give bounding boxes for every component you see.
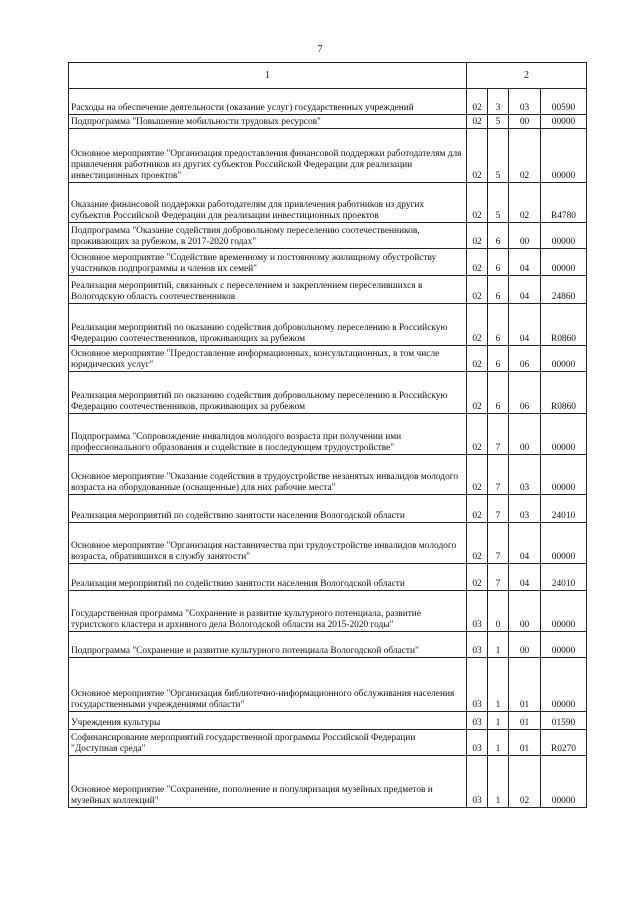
code-section: 02 bbox=[467, 223, 488, 249]
code-subprogram: 7 bbox=[488, 414, 509, 455]
code-section: 02 bbox=[467, 115, 488, 129]
code-subprogram: 5 bbox=[488, 115, 509, 129]
code-section: 03 bbox=[467, 658, 488, 712]
code-activity: 03 bbox=[509, 89, 541, 115]
row-name: Основное мероприятие "Организация библиотечно-информационного обслуживания населения государственными учреждениями области" bbox=[69, 658, 467, 712]
code-activity: 04 bbox=[509, 249, 541, 276]
table-row bbox=[69, 756, 587, 808]
row-name: Софинансирование мероприятий государственной программы Российской Федерации "Доступная среда" bbox=[69, 730, 467, 756]
row-name: Реализация мероприятий по оказанию содействия добровольному переселению в Российскую Федерацию соотечественников, проживающих за рубежом bbox=[69, 304, 467, 346]
code-subprogram: 0 bbox=[488, 591, 509, 632]
row-name: Реализация мероприятий по оказанию содействия добровольному переселению в Российскую Федерацию соотечественников, проживающих за рубежом bbox=[69, 372, 467, 414]
header-col-2: 2 bbox=[467, 63, 587, 89]
table-row bbox=[69, 129, 587, 183]
code-activity: 06 bbox=[509, 346, 541, 372]
row-name: Подпрограмма "Сопровождение инвалидов молодого возраста при получении ими профессионального образования и содействие в последующем трудоустройстве" bbox=[69, 414, 467, 455]
table-row bbox=[69, 632, 587, 658]
code-subprogram: 6 bbox=[488, 372, 509, 414]
code-activity: 01 bbox=[509, 658, 541, 712]
code-activity: 04 bbox=[509, 523, 541, 564]
code-activity: 01 bbox=[509, 712, 541, 730]
code-direction: R0860 bbox=[541, 372, 587, 414]
code-subprogram: 7 bbox=[488, 455, 509, 495]
table-row bbox=[69, 523, 587, 564]
code-direction: R4780 bbox=[541, 183, 587, 223]
code-activity: 03 bbox=[509, 495, 541, 523]
table-row bbox=[69, 591, 587, 632]
code-direction: 00000 bbox=[541, 632, 587, 658]
code-subprogram: 7 bbox=[488, 495, 509, 523]
budget-table bbox=[68, 62, 587, 808]
row-name: Подпрограмма "Сохранение и развитие культурного потенциала Вологодской области" bbox=[69, 632, 467, 658]
code-activity: 00 bbox=[509, 115, 541, 129]
code-subprogram: 6 bbox=[488, 223, 509, 249]
code-activity: 06 bbox=[509, 372, 541, 414]
table-row bbox=[69, 115, 587, 129]
row-name: Основное мероприятие "Содействие временному и постоянному жилищному обустройству участников подпрограммы и членов их семей" bbox=[69, 249, 467, 276]
code-direction: 24010 bbox=[541, 564, 587, 591]
code-direction: R0860 bbox=[541, 304, 587, 346]
code-direction: 01590 bbox=[541, 712, 587, 730]
code-section: 02 bbox=[467, 304, 488, 346]
table-row bbox=[69, 346, 587, 372]
code-section: 02 bbox=[467, 523, 488, 564]
code-subprogram: 6 bbox=[488, 276, 509, 304]
code-subprogram: 7 bbox=[488, 564, 509, 591]
code-subprogram: 5 bbox=[488, 129, 509, 183]
code-section: 03 bbox=[467, 756, 488, 808]
table-row bbox=[69, 455, 587, 495]
table-row bbox=[69, 658, 587, 712]
code-activity: 02 bbox=[509, 183, 541, 223]
code-section: 03 bbox=[467, 730, 488, 756]
header-col-1: 1 bbox=[69, 63, 467, 89]
code-section: 02 bbox=[467, 129, 488, 183]
code-subprogram: 5 bbox=[488, 183, 509, 223]
table-row bbox=[69, 223, 587, 249]
table-row bbox=[69, 304, 587, 346]
code-section: 02 bbox=[467, 89, 488, 115]
table-row bbox=[69, 249, 587, 276]
code-direction: 00000 bbox=[541, 455, 587, 495]
code-section: 02 bbox=[467, 564, 488, 591]
code-section: 02 bbox=[467, 372, 488, 414]
code-activity: 04 bbox=[509, 304, 541, 346]
code-subprogram: 1 bbox=[488, 756, 509, 808]
code-direction: 00000 bbox=[541, 414, 587, 455]
code-activity: 00 bbox=[509, 223, 541, 249]
row-name: Расходы на обеспечение деятельности (оказание услуг) государственных учреждений bbox=[69, 89, 467, 115]
code-subprogram: 1 bbox=[488, 730, 509, 756]
code-activity: 03 bbox=[509, 455, 541, 495]
row-name: Реализация мероприятий по содействию занятости населения Вологодской области bbox=[69, 495, 467, 523]
code-direction: 00000 bbox=[541, 249, 587, 276]
code-section: 02 bbox=[467, 276, 488, 304]
row-name: Подпрограмма "Оказание содействия добровольному переселению соотечественников, проживающих за рубежом, в 2017-2020 годах" bbox=[69, 223, 467, 249]
row-name: Реализация мероприятий, связанных с переселением и закреплением переселившихся в Вологодскую область соотечественников bbox=[69, 276, 467, 304]
code-direction: 00000 bbox=[541, 756, 587, 808]
code-section: 02 bbox=[467, 495, 488, 523]
code-activity: 04 bbox=[509, 276, 541, 304]
code-direction: R0270 bbox=[541, 730, 587, 756]
row-name: Основное мероприятие "Сохранение, пополнение и популяризация музейных предметов и музейных коллекций" bbox=[69, 756, 467, 808]
code-section: 02 bbox=[467, 346, 488, 372]
code-activity: 04 bbox=[509, 564, 541, 591]
code-subprogram: 6 bbox=[488, 249, 509, 276]
code-section: 02 bbox=[467, 414, 488, 455]
code-section: 03 bbox=[467, 632, 488, 658]
code-direction: 24010 bbox=[541, 495, 587, 523]
table-row bbox=[69, 89, 587, 115]
table-row bbox=[69, 564, 587, 591]
code-section: 02 bbox=[467, 455, 488, 495]
code-subprogram: 1 bbox=[488, 712, 509, 730]
table-row bbox=[69, 414, 587, 455]
table-row bbox=[69, 276, 587, 304]
row-name: Учреждения культуры bbox=[69, 712, 467, 730]
code-subprogram: 3 bbox=[488, 89, 509, 115]
row-name: Оказание финансовой поддержки работодателям для привлечения работников из других субъектов Российской Федерации для реализации инвестиционных проектов bbox=[69, 183, 467, 223]
code-direction: 00000 bbox=[541, 129, 587, 183]
code-activity: 00 bbox=[509, 414, 541, 455]
code-direction: 00000 bbox=[541, 115, 587, 129]
table-row bbox=[69, 495, 587, 523]
row-name: Основное мероприятие "Организация наставничества при трудоустройстве инвалидов молодого возраста, обратившихся в службу занятости" bbox=[69, 523, 467, 564]
code-section: 02 bbox=[467, 249, 488, 276]
page-number: 7 bbox=[317, 44, 323, 55]
table-row bbox=[69, 183, 587, 223]
code-section: 03 bbox=[467, 591, 488, 632]
row-name: Государственная программа "Сохранение и развитие культурного потенциала, развитие туристского кластера и архивного дела Вологодской области на 2015-2020 годы" bbox=[69, 591, 467, 632]
row-name: Реализация мероприятий по содействию занятости населения Вологодской области bbox=[69, 564, 467, 591]
code-activity: 00 bbox=[509, 632, 541, 658]
code-subprogram: 6 bbox=[488, 346, 509, 372]
code-section: 02 bbox=[467, 183, 488, 223]
code-direction: 00000 bbox=[541, 523, 587, 564]
code-direction: 00000 bbox=[541, 591, 587, 632]
code-direction: 24860 bbox=[541, 276, 587, 304]
code-direction: 00000 bbox=[541, 346, 587, 372]
code-subprogram: 6 bbox=[488, 304, 509, 346]
row-name: Основное мероприятие "Оказание содействия в трудоустройстве незанятых инвалидов молодого возраста на оборудованные (оснащенные) для них рабочие места" bbox=[69, 455, 467, 495]
code-subprogram: 1 bbox=[488, 658, 509, 712]
code-direction: 00000 bbox=[541, 223, 587, 249]
code-section: 03 bbox=[467, 712, 488, 730]
table-row bbox=[69, 730, 587, 756]
code-activity: 00 bbox=[509, 591, 541, 632]
table-row bbox=[69, 372, 587, 414]
table-header-row bbox=[69, 63, 587, 89]
row-name: Основное мероприятие "Организация предоставления финансовой поддержки работодателям для привлечения работников из других субъектов Российской Федерации для реализации инвестиционных проектов" bbox=[69, 129, 467, 183]
table-row bbox=[69, 712, 587, 730]
code-activity: 02 bbox=[509, 756, 541, 808]
code-direction: 00590 bbox=[541, 89, 587, 115]
row-name: Подпрограмма "Повышение мобильности трудовых ресурсов" bbox=[69, 115, 467, 129]
code-activity: 02 bbox=[509, 129, 541, 183]
code-direction: 00000 bbox=[541, 658, 587, 712]
code-activity: 01 bbox=[509, 730, 541, 756]
code-subprogram: 1 bbox=[488, 632, 509, 658]
code-subprogram: 7 bbox=[488, 523, 509, 564]
row-name: Основное мероприятие "Предоставление информационных, консультационных, в том числе юридических услуг" bbox=[69, 346, 467, 372]
